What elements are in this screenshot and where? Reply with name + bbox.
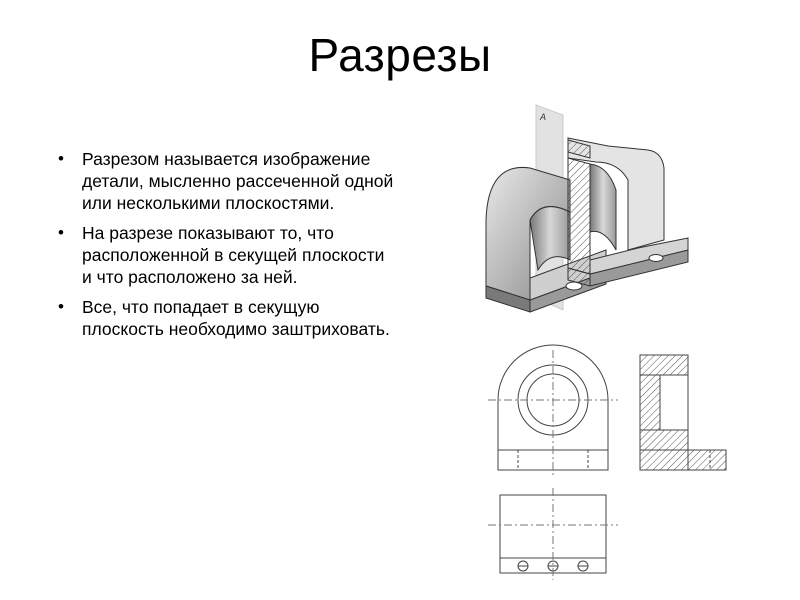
isometric-part-right [568, 138, 688, 286]
bullet-text: На разрезе показывают то, что расположенной в секущей плоскости и что расположено за ней. [82, 223, 385, 287]
bullet-text: Все, что попадает в секущую плоскость необходимо заштриховать. [82, 297, 390, 339]
front-view [488, 345, 618, 478]
bullet-text: Разрезом называется изображение детали, мысленно рассеченной одной или несколькими плоскостями. [82, 149, 394, 213]
section-illustration [478, 100, 738, 580]
plane-label: A [540, 112, 547, 122]
slide-title: Разрезы [308, 29, 492, 81]
bullet-item [52, 296, 397, 340]
bullet-item [52, 148, 397, 214]
bullet-dot-icon: • [58, 149, 64, 168]
bullet-item [52, 222, 397, 288]
bullet-dot-icon: • [58, 297, 64, 316]
side-section-view [640, 355, 726, 470]
bullet-dot-icon: • [58, 223, 64, 242]
bullet-list [52, 148, 397, 348]
top-view [488, 488, 618, 580]
